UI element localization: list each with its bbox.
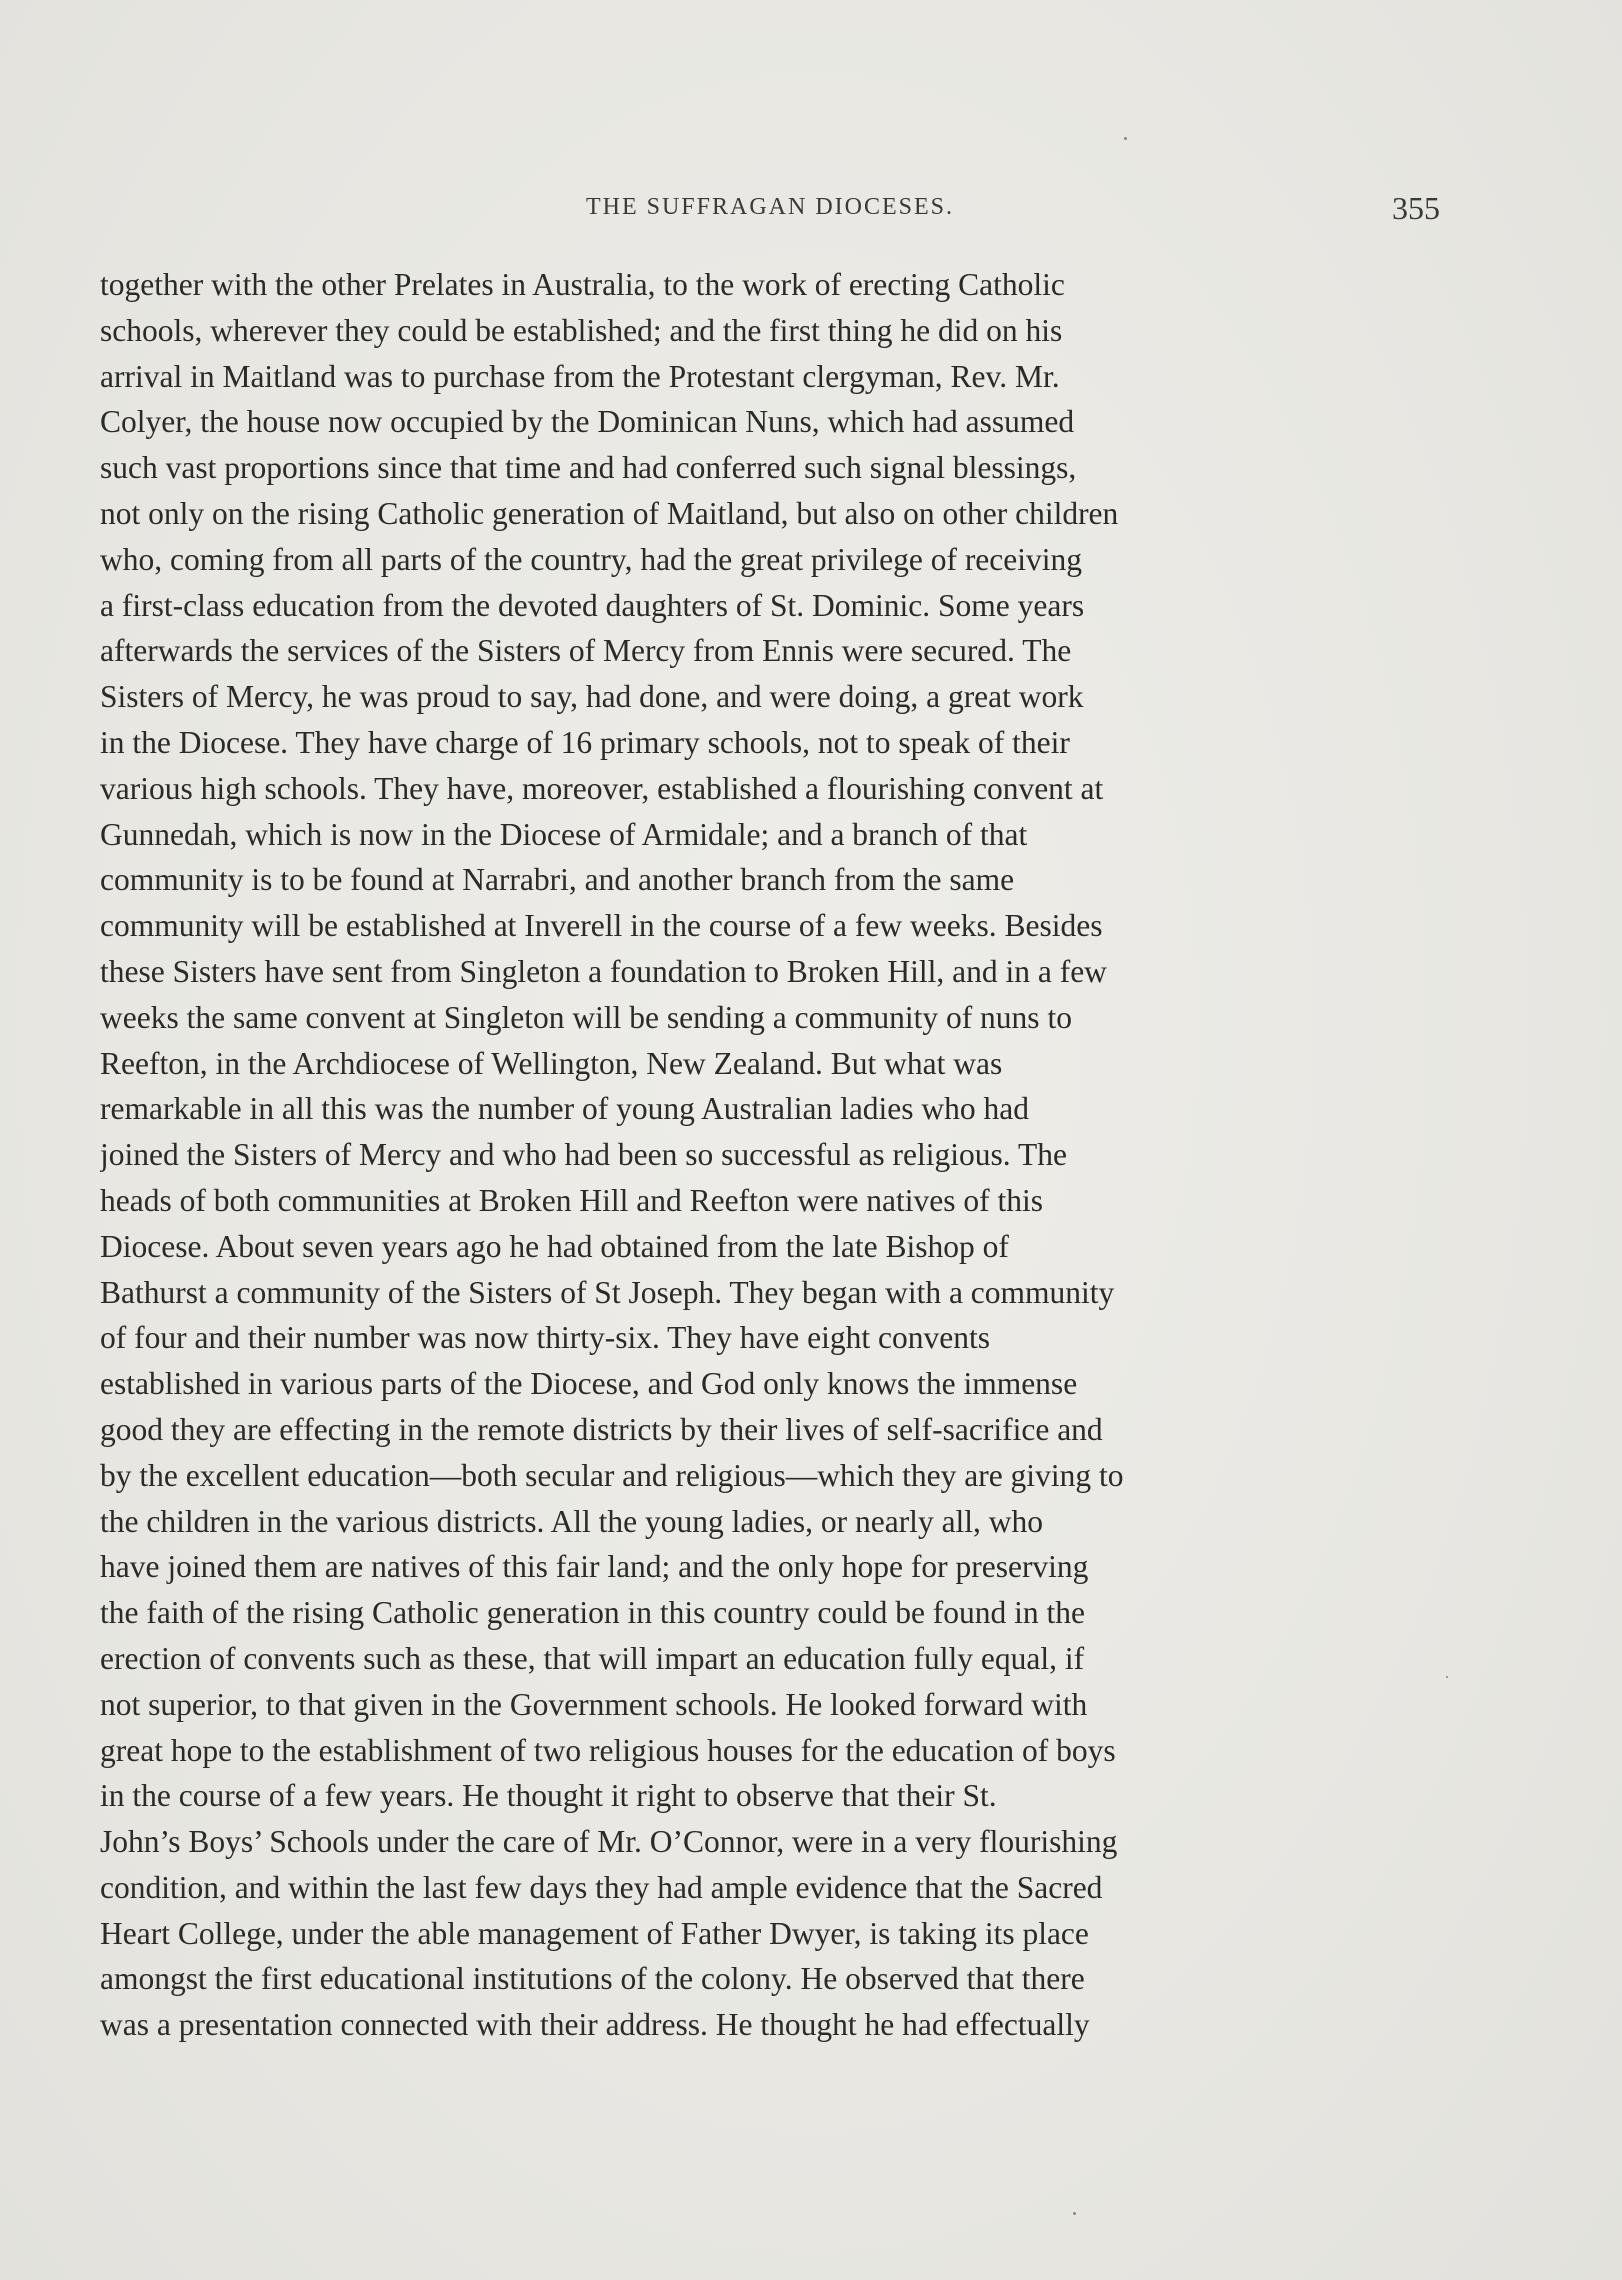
text-line: have joined them are natives of this fair land; and the only hope for preserving <box>100 1549 1089 1585</box>
text-line: good they are effecting in the remote districts by their lives of self-sacrifice and <box>100 1411 1103 1447</box>
text-line: various high schools. They have, moreover, established a flourishing convent at <box>100 770 1104 806</box>
text-line: was a presentation connected with their address. He thought he had effectually <box>100 2007 1090 2043</box>
text-line: not superior, to that given in the Government schools. He looked forward with <box>100 1686 1088 1722</box>
text-line: Colyer, the house now occupied by the Dominican Nuns, which had assumed <box>100 404 1075 440</box>
text-line: Reefton, in the Archdiocese of Wellington, New Zealand. But what was <box>100 1045 1003 1081</box>
text-line: community will be established at Inverell in the course of a few weeks. Besides <box>100 908 1103 944</box>
text-line: in the course of a few years. He thought it right to observe that their St. <box>100 1778 997 1814</box>
text-line: the children in the various districts. All the young ladies, or nearly all, who <box>100 1503 1044 1539</box>
text-line: John’s Boys’ Schools under the care of Mr. O’Connor, were in a very flourishing <box>100 1824 1118 1860</box>
body-text <box>100 262 1430 2048</box>
paper-speck <box>1073 2212 1076 2215</box>
text-line: arrival in Maitland was to purchase from the Protestant clergyman, Rev. Mr. <box>100 358 1060 394</box>
text-line: not only on the rising Catholic generation of Maitland, but also on other children <box>100 495 1119 531</box>
paper-speck <box>1446 1676 1448 1678</box>
text-line: afterwards the services of the Sisters of Mercy from Ennis were secured. The <box>100 633 1072 669</box>
text-line: together with the other Prelates in Australia, to the work of erecting Catholic <box>100 267 1065 302</box>
running-head: THE SUFFRAGAN DIOCESES. <box>585 194 955 220</box>
text-line: Gunnedah, which is now in the Diocese of Armidale; and a branch of that <box>100 816 1028 852</box>
text-line: by the excellent education—both secular and religious—which they are giving to <box>100 1457 1124 1493</box>
page-number: 355 <box>1392 190 1440 226</box>
text-line: Bathurst a community of the Sisters of St Joseph. They began with a community <box>100 1274 1115 1310</box>
text-line: remarkable in all this was the number of young Australian ladies who had <box>100 1091 1030 1127</box>
text-line: who, coming from all parts of the country, had the great privilege of receiving <box>100 541 1083 577</box>
text-line: schools, wherever they could be established; and the first thing he did on his <box>100 312 1063 348</box>
text-line: a first-class education from the devoted daughters of St. Dominic. Some years <box>100 587 1085 623</box>
text-line: condition, and within the last few days they had ample evidence that the Sacred <box>100 1869 1103 1905</box>
text-line: heads of both communities at Broken Hill and Reefton were natives of this <box>100 1182 1044 1218</box>
paper-speck <box>1124 137 1127 140</box>
text-line: of four and their number was now thirty-six. They have eight convents <box>100 1320 990 1356</box>
text-line: erection of convents such as these, that will impart an education fully equal, if <box>100 1640 1085 1676</box>
page-header <box>100 190 1440 230</box>
text-line: in the Diocese. They have charge of 16 primary schools, not to speak of their <box>100 724 1070 760</box>
text-line: joined the Sisters of Mercy and who had been so successful as religious. The <box>100 1137 1067 1173</box>
text-line: great hope to the establishment of two religious houses for the education of boys <box>100 1732 1116 1768</box>
text-line: Diocese. About seven years ago he had obtained from the late Bishop of <box>100 1228 1009 1264</box>
text-line: Heart College, under the able management of Father Dwyer, is taking its place <box>100 1915 1089 1951</box>
text-line: such vast proportions since that time and had conferred such signal blessings, <box>100 450 1077 486</box>
text-line: community is to be found at Narrabri, and another branch from the same <box>100 862 1015 898</box>
text-line: weeks the same convent at Singleton will be sending a community of nuns to <box>100 999 1072 1035</box>
text-line: Sisters of Mercy, he was proud to say, had done, and were doing, a great work <box>100 679 1084 715</box>
text-line: these Sisters have sent from Singleton a foundation to Broken Hill, and in a few <box>100 953 1107 989</box>
text-line: established in various parts of the Diocese, and God only knows the immense <box>100 1366 1078 1402</box>
text-line: amongst the first educational institutions of the colony. He observed that there <box>100 1961 1085 1997</box>
text-line: the faith of the rising Catholic generation in this country could be found in the <box>100 1595 1086 1631</box>
